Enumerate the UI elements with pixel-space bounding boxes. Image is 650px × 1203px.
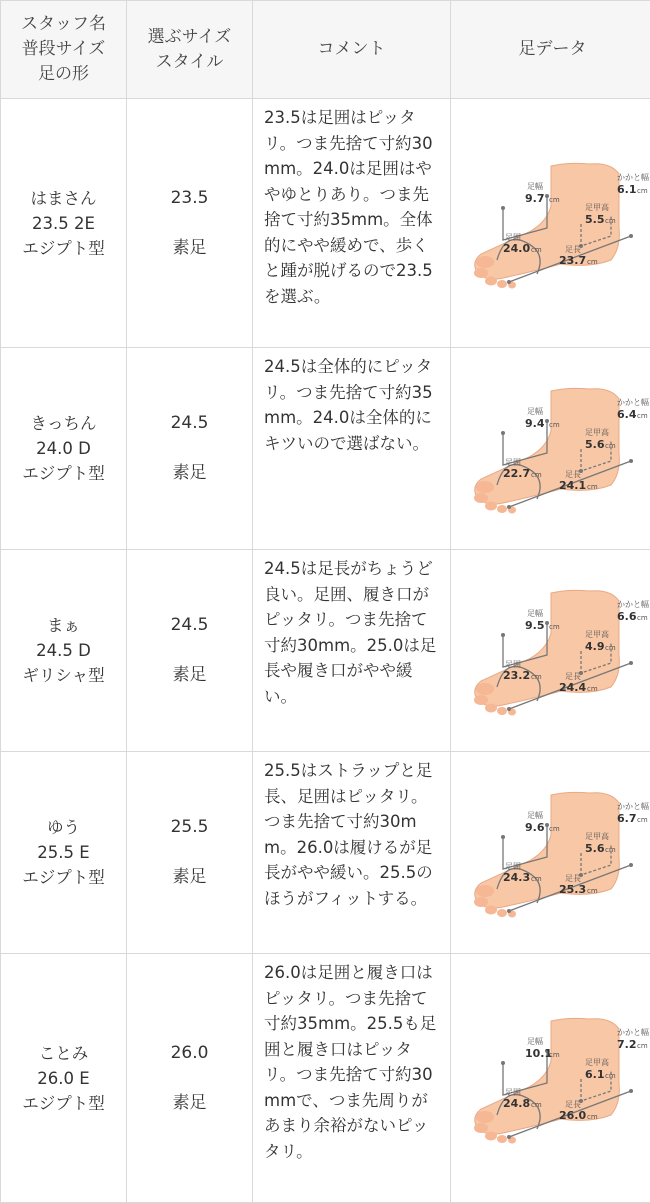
heel-width-label: かかと幅	[617, 1027, 649, 1037]
staff-usual-size: 24.5 D	[1, 638, 126, 663]
header-staff	[1, 1, 127, 99]
comment-text: 23.5は足囲はピッタリ。つま先捨て寸約30mm。24.0は足囲はややゆとりあり。つま先捨て寸約35mm。全体的にやや緩めで、歩くと踵が脱げるので23.5を選ぶ。	[264, 105, 442, 309]
heel-width-value: 7.2	[617, 1038, 637, 1051]
length-value: 26.0	[559, 1109, 586, 1122]
header-choice	[127, 1, 253, 99]
staff-row	[1, 550, 650, 752]
staff-cell	[1, 752, 127, 954]
ball-width-unit: cm	[549, 196, 560, 204]
length-unit: cm	[587, 483, 598, 491]
toe	[476, 1111, 494, 1123]
heel-width-unit: cm	[637, 412, 648, 420]
foot-diagram	[451, 563, 650, 738]
length-value: 24.4	[559, 681, 586, 694]
instep-label: 足甲高	[585, 831, 609, 841]
foot-illustration	[451, 361, 650, 536]
ball-width-unit: cm	[549, 623, 560, 631]
measure-point	[501, 835, 505, 839]
heel-width-unit: cm	[637, 614, 648, 622]
girth-value: 24.0	[503, 242, 530, 255]
choice-cell	[127, 954, 253, 1203]
measure-point	[507, 707, 511, 711]
heel-width-label: かかと幅	[617, 599, 649, 609]
toe	[497, 280, 507, 288]
measure-point	[629, 234, 633, 238]
girth-unit: cm	[531, 875, 542, 883]
header-row	[1, 1, 650, 99]
girth-label: 足囲	[505, 1088, 521, 1097]
measure-point	[501, 206, 505, 210]
ball-width-label: 足幅	[527, 608, 543, 618]
comment-text: 24.5は全体的にピッタリ。つま先捨て寸約35mm。24.0は全体的にキツいので選ばない。	[264, 354, 442, 456]
instep-unit: cm	[605, 644, 616, 652]
choice-cell	[127, 348, 253, 550]
instep-value: 5.5	[585, 213, 605, 226]
comment-cell	[253, 954, 451, 1203]
length-value: 25.3	[559, 883, 586, 896]
comment-text: 26.0は足囲と履き口はピッタリ。つま先捨て寸約35mm。25.5も足囲と履き口はピッタリ。つま先捨て寸約30mmで、つま先周りがあまり余裕がないピッタリ。	[264, 960, 442, 1164]
foot-data-cell	[451, 752, 650, 954]
measure-point	[501, 633, 505, 637]
chosen-style: 素足	[127, 1091, 252, 1116]
length-unit: cm	[587, 887, 598, 895]
measure-point	[501, 1061, 505, 1065]
ball-width-unit: cm	[549, 1051, 560, 1059]
comment-cell	[253, 752, 451, 954]
ball-width-value: 9.6	[525, 821, 545, 834]
toe	[476, 256, 494, 268]
choice-cell	[127, 99, 253, 348]
toe	[485, 276, 497, 285]
staff-cell	[1, 99, 127, 348]
foot-diagram	[451, 991, 650, 1166]
girth-unit: cm	[531, 1101, 542, 1109]
measure-point	[629, 1089, 633, 1093]
foot-diagram	[451, 361, 650, 536]
foot-data-cell	[451, 550, 650, 752]
instep-value: 4.9	[585, 640, 605, 653]
girth-value: 24.8	[503, 1097, 530, 1110]
chosen-size: 24.5	[127, 411, 252, 436]
girth-unit: cm	[531, 673, 542, 681]
staff-name: はまさん	[1, 186, 126, 211]
heel-width-value: 6.1	[617, 183, 637, 196]
header-staff-line2: 普段サイズ	[1, 37, 126, 62]
toe	[485, 502, 497, 511]
staff-cell	[1, 348, 127, 550]
girth-label: 足囲	[505, 233, 521, 242]
toe	[474, 897, 488, 907]
staff-usual-size: 23.5 2E	[1, 211, 126, 236]
girth-unit: cm	[531, 471, 542, 479]
instep-unit: cm	[605, 442, 616, 450]
length-label: 足長	[565, 672, 581, 681]
staff-name: ことみ	[1, 1041, 126, 1066]
girth-label: 足囲	[505, 862, 521, 871]
staff-name: まぁ	[1, 613, 126, 638]
heel-width-value: 6.4	[617, 408, 637, 421]
header-choice-line2: スタイル	[127, 50, 252, 75]
foot-illustration	[451, 765, 650, 940]
toe	[474, 493, 488, 503]
foot-diagram	[451, 136, 650, 311]
heel-width-value: 6.7	[617, 812, 637, 825]
staff-row	[1, 348, 650, 550]
foot-data-cell	[451, 954, 650, 1203]
foot-illustration	[451, 136, 650, 311]
header-foot-data: 足データ	[451, 1, 650, 99]
chosen-size: 23.5	[127, 186, 252, 211]
chosen-style: 素足	[127, 236, 252, 261]
chosen-size: 25.5	[127, 815, 252, 840]
header-choice-line1: 選ぶサイズ	[127, 25, 252, 50]
staff-usual-size: 26.0 E	[1, 1066, 126, 1091]
staff-row	[1, 99, 650, 348]
girth-unit: cm	[531, 246, 542, 254]
measure-point	[629, 459, 633, 463]
instep-unit: cm	[605, 217, 616, 225]
chosen-style: 素足	[127, 865, 252, 890]
heel-width-value: 6.6	[617, 610, 637, 623]
staff-name: きっちん	[1, 411, 126, 436]
measure-point	[507, 1135, 511, 1139]
ball-width-value: 9.4	[525, 417, 545, 430]
instep-value: 5.6	[585, 438, 605, 451]
choice-cell	[127, 550, 253, 752]
staff-row	[1, 954, 650, 1203]
chosen-style: 素足	[127, 663, 252, 688]
measure-point	[629, 661, 633, 665]
ball-width-label: 足幅	[527, 810, 543, 820]
header-comment: コメント	[253, 1, 451, 99]
heel-width-unit: cm	[637, 187, 648, 195]
instep-label: 足甲高	[585, 427, 609, 437]
length-value: 24.1	[559, 479, 586, 492]
toe	[474, 695, 488, 705]
chosen-style: 素足	[127, 461, 252, 486]
comment-text: 24.5は足長がちょうど良い。足囲、履き口がピッタリ。つま先捨て寸約30mm。25.0は足長や履き口がやや緩い。	[264, 556, 442, 709]
staff-foot-shape: エジプト型	[1, 865, 126, 890]
staff-name: ゆう	[1, 815, 126, 840]
measure-point	[507, 505, 511, 509]
toe	[485, 906, 497, 915]
toe	[497, 707, 507, 715]
length-label: 足長	[565, 245, 581, 254]
length-label: 足長	[565, 470, 581, 479]
instep-value: 5.6	[585, 842, 605, 855]
foot-data-cell	[451, 99, 650, 348]
heel-width-unit: cm	[637, 816, 648, 824]
instep-label: 足甲高	[585, 202, 609, 212]
heel-width-label: かかと幅	[617, 172, 649, 182]
measure-point	[629, 863, 633, 867]
toe	[476, 885, 494, 897]
heel-width-label: かかと幅	[617, 397, 649, 407]
toe	[485, 1131, 497, 1140]
comment-cell	[253, 99, 451, 348]
toe	[497, 505, 507, 513]
instep-label: 足甲高	[585, 1057, 609, 1067]
length-label: 足長	[565, 1100, 581, 1109]
foot-diagram	[451, 765, 650, 940]
instep-unit: cm	[605, 1072, 616, 1080]
staff-foot-shape: ギリシャ型	[1, 663, 126, 688]
toe	[474, 268, 488, 278]
instep-value: 6.1	[585, 1068, 605, 1081]
girth-label: 足囲	[505, 660, 521, 669]
ball-width-value: 10.1	[525, 1047, 552, 1060]
staff-foot-shape: エジプト型	[1, 236, 126, 261]
ball-width-label: 足幅	[527, 1036, 543, 1046]
staff-cell	[1, 954, 127, 1203]
comment-cell	[253, 550, 451, 752]
staff-foot-shape: エジプト型	[1, 461, 126, 486]
comment-text: 25.5はストラップと足長、足囲はピッタリ。つま先捨て寸約30mm。26.0は履けるが足長がやや緩い。25.5のほうがフィットする。	[264, 758, 442, 911]
foot-illustration	[451, 991, 650, 1166]
header-staff-line3: 足の形	[1, 62, 126, 87]
staff-cell	[1, 550, 127, 752]
ball-width-label: 足幅	[527, 406, 543, 416]
girth-label: 足囲	[505, 458, 521, 467]
toe	[474, 1123, 488, 1133]
heel-width-label: かかと幅	[617, 801, 649, 811]
chosen-size: 24.5	[127, 613, 252, 638]
choice-cell	[127, 752, 253, 954]
heel-width-unit: cm	[637, 1042, 648, 1050]
ball-width-unit: cm	[549, 421, 560, 429]
length-value: 23.7	[559, 254, 586, 267]
ball-width-label: 足幅	[527, 181, 543, 191]
girth-value: 24.3	[503, 871, 530, 884]
staff-usual-size: 25.5 E	[1, 840, 126, 865]
toe	[497, 1135, 507, 1143]
foot-data-cell	[451, 348, 650, 550]
staff-usual-size: 24.0 D	[1, 436, 126, 461]
foot-illustration	[451, 563, 650, 738]
measure-point	[501, 431, 505, 435]
staff-row	[1, 752, 650, 954]
girth-value: 22.7	[503, 467, 530, 480]
measure-point	[507, 909, 511, 913]
chosen-size: 26.0	[127, 1041, 252, 1066]
instep-label: 足甲高	[585, 629, 609, 639]
ball-width-value: 9.7	[525, 192, 545, 205]
toe	[476, 683, 494, 695]
length-unit: cm	[587, 258, 598, 266]
length-label: 足長	[565, 874, 581, 883]
header-staff-line1: スタッフ名	[1, 12, 126, 37]
toe	[476, 481, 494, 493]
instep-unit: cm	[605, 846, 616, 854]
girth-value: 23.2	[503, 669, 530, 682]
toe	[485, 704, 497, 713]
length-unit: cm	[587, 685, 598, 693]
length-unit: cm	[587, 1113, 598, 1121]
ball-width-unit: cm	[549, 825, 560, 833]
ball-width-value: 9.5	[525, 619, 545, 632]
toe	[497, 909, 507, 917]
comment-cell	[253, 348, 451, 550]
measure-point	[507, 280, 511, 284]
staff-foot-shape: エジプト型	[1, 1091, 126, 1116]
